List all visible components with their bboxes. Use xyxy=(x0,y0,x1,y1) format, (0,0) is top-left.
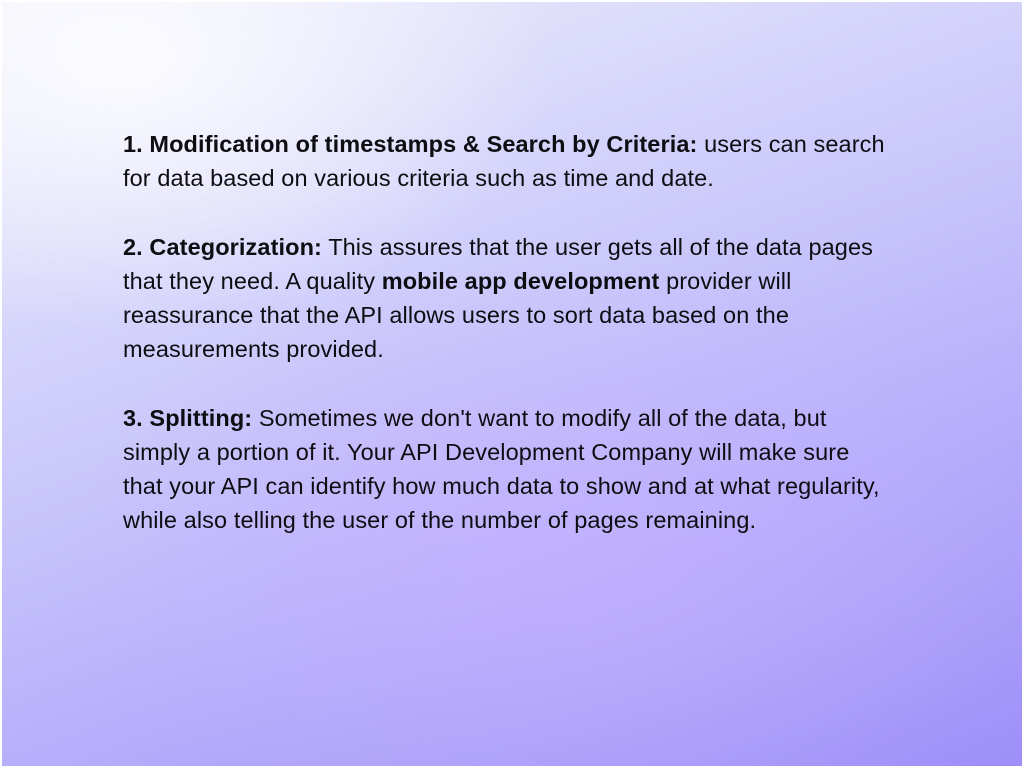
point-1 xyxy=(123,127,893,195)
point-3-heading: 3. Splitting: xyxy=(123,404,253,431)
point-2-bold-phrase: mobile app development xyxy=(381,267,660,294)
point-1-text: users can search for data based on various criteria such as time and date. xyxy=(123,131,885,192)
point-3-text: Sometimes we don't want to modify all of the data, but simply a portion of it. Your API Development Company will make sure that your API can identify how much data to show and at what regularity, while also telling the user of the number of pages remaining. xyxy=(123,404,880,534)
point-2 xyxy=(123,230,893,367)
point-2-text-before: This assures that the user gets all of the data pages that they need. A quality xyxy=(123,233,874,294)
slide-body xyxy=(123,127,893,537)
point-3 xyxy=(123,401,893,538)
point-2-heading: 2. Categorization: xyxy=(123,233,322,260)
point-2-text-after: provider will reassurance that the API allows users to sort data based on the measurements provided. xyxy=(123,267,792,363)
point-1-heading: 1. Modification of timestamps & Search by Criteria: xyxy=(123,131,698,157)
